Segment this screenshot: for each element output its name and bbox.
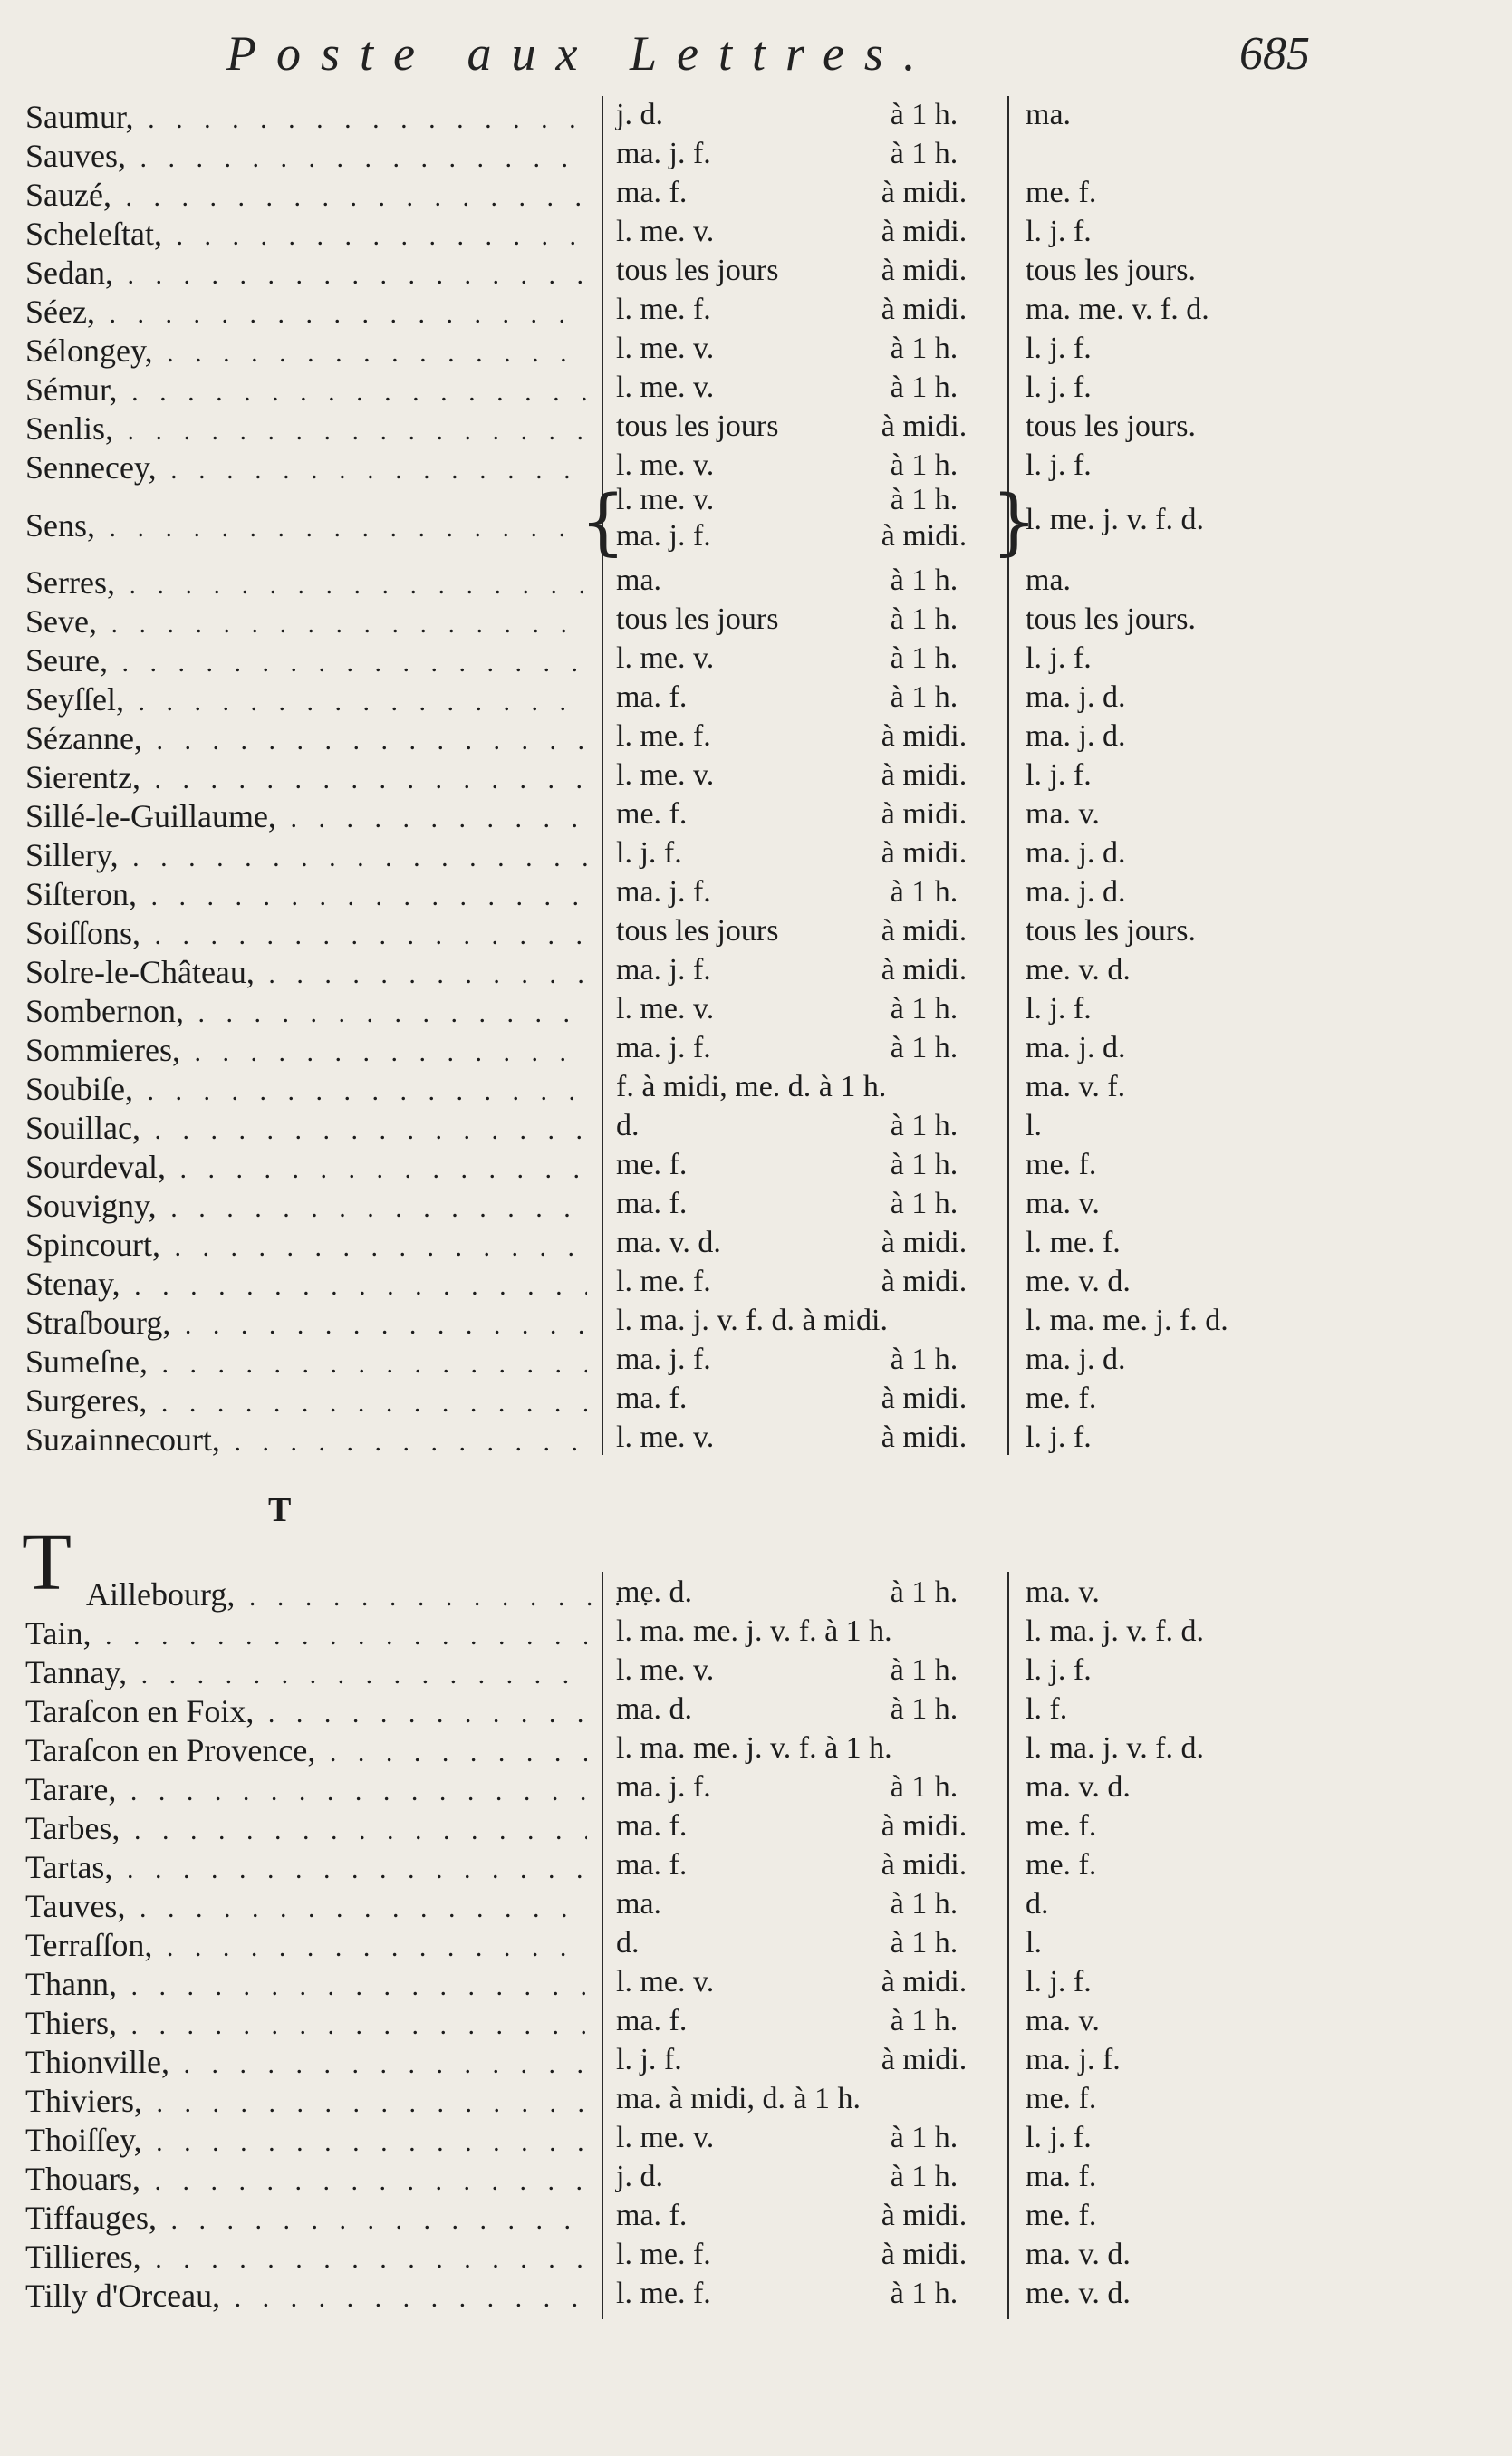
departure-days: ma. j. f.: [616, 519, 711, 553]
town-name: Taraſcon en Provence, . . .: [25, 1731, 587, 1769]
town-name: Thann, . . .: [25, 1965, 587, 2003]
left-brace: {: [580, 479, 626, 563]
departure-time: à midi.: [881, 1848, 968, 1882]
return-days: tous les jours.: [1026, 602, 1196, 636]
departure-days: l. me. f.: [616, 719, 711, 753]
departure-time: à midi.: [881, 409, 968, 443]
town-name: Solre-le-Château, . . .: [25, 953, 587, 991]
departure-days-and-time: ma. à midi, d. à 1 h.: [616, 2082, 862, 2115]
sens-line-1: [616, 483, 987, 517]
departure-time: à midi.: [881, 758, 968, 792]
town-name: Terraſſon, . . .: [25, 1926, 587, 1964]
return-days: ma. j. d.: [1026, 719, 1126, 753]
departure-time: à 1 h.: [890, 448, 958, 482]
return-days: l. j. f.: [1026, 1965, 1092, 1999]
return-days: ma.: [1026, 98, 1072, 131]
table-row: [0, 328, 1512, 367]
return-days: ma. v.: [1026, 1187, 1100, 1220]
return-days: ma. v. d.: [1026, 2238, 1131, 2271]
return-days: l. j. f.: [1026, 332, 1092, 365]
return-days: l. ma. j. v. f. d.: [1026, 1614, 1205, 1648]
table-row: [0, 367, 1512, 406]
departure-days: me. f.: [616, 1148, 688, 1181]
departure-days: ma. j. f.: [616, 1770, 711, 1804]
drop-capital: T: [22, 1517, 72, 1607]
departure-days: ma.: [616, 1887, 662, 1921]
table-row: [0, 833, 1512, 872]
town-name: Sauves, . . .: [25, 137, 587, 175]
town-name: Aillebourg, . . .: [86, 1575, 648, 1613]
return-days: l. f.: [1026, 1692, 1068, 1726]
town-name: Senlis, . . .: [25, 409, 587, 448]
table-row: [0, 211, 1512, 250]
town-name: Sélongey, . . .: [25, 332, 587, 370]
departure-days: ma. j. f.: [616, 875, 711, 909]
departure-time: à 1 h.: [890, 332, 958, 365]
return-days: l. j. f.: [1026, 2121, 1092, 2154]
table-row: [0, 599, 1512, 638]
town-name: Sommieres, . . .: [25, 1031, 587, 1069]
return-days: me. v. d.: [1026, 1265, 1131, 1298]
departure-days-and-time: l. ma. me. j. v. f. à 1 h.: [616, 1731, 892, 1765]
town-name: Sombernon, . . .: [25, 992, 587, 1030]
table-row: [0, 250, 1512, 289]
return-days: me. f.: [1026, 1848, 1097, 1882]
table-row: [0, 1339, 1512, 1378]
town-name: Tillieres, . . .: [25, 2238, 587, 2276]
departure-time: à midi.: [881, 2043, 968, 2076]
table-row: [0, 1844, 1512, 1883]
town-name: Thionville, . . .: [25, 2043, 587, 2081]
departure-time: à 1 h.: [890, 1109, 958, 1142]
departure-days-and-time: l. ma. me. j. v. f. à 1 h.: [616, 1614, 892, 1648]
departure-days: ma. j. f.: [616, 1343, 711, 1376]
return-days: ma. j. d.: [1026, 875, 1126, 909]
departure-days: d.: [616, 1926, 640, 1960]
return-days: ma. v. d.: [1026, 1770, 1131, 1804]
table-row: [0, 1144, 1512, 1183]
town-name: Tain, . . .: [25, 1614, 587, 1652]
departure-days: l. me. f.: [616, 2238, 711, 2271]
table-row: [0, 716, 1512, 755]
table-row-sens: [0, 479, 1512, 563]
table-row: [0, 2156, 1512, 2195]
departure-time: à midi.: [881, 836, 968, 870]
table-row: [0, 1183, 1512, 1222]
departure-time: à midi.: [881, 519, 968, 553]
return-days: me. f.: [1026, 2082, 1097, 2115]
return-days: l. j. f.: [1026, 1653, 1092, 1687]
departure-days: l. me. v.: [616, 2121, 715, 2154]
departure-time: à 1 h.: [890, 992, 958, 1026]
town-name: Sézanne, . . .: [25, 719, 587, 757]
page-header: [226, 25, 1314, 89]
departure-time: à midi.: [881, 1226, 968, 1259]
return-days: l. j. f.: [1026, 992, 1092, 1026]
table-row: [0, 1806, 1512, 1844]
departure-days: d.: [616, 1109, 640, 1142]
page-number: 685: [1239, 28, 1310, 80]
table-row: [0, 1300, 1512, 1339]
return-days: l. j. f.: [1026, 371, 1092, 404]
departure-time: à 1 h.: [890, 875, 958, 909]
town-name: Sennecey, . . .: [25, 448, 587, 486]
departure-time: à midi.: [881, 1421, 968, 1454]
return-days: ma. j. f.: [1026, 2043, 1121, 2076]
departure-days: l. me. v.: [616, 215, 715, 248]
table-row: [0, 794, 1512, 833]
table-row: [0, 1650, 1512, 1689]
table-row: [0, 2117, 1512, 2156]
return-days: l. me. f.: [1026, 1226, 1121, 1259]
departure-days: tous les jours: [616, 409, 779, 443]
running-title: Poste aux Lettres.: [226, 26, 936, 81]
table-row: [0, 1066, 1512, 1105]
departure-days: l. me. f.: [616, 2277, 711, 2310]
town-name: Soiſſons, . . .: [25, 914, 587, 952]
return-days: ma. j. d.: [1026, 1031, 1126, 1064]
departure-time: à 1 h.: [890, 2277, 958, 2310]
departure-days-and-time: f. à midi, me. d. à 1 h.: [616, 1070, 887, 1103]
departure-time: à 1 h.: [890, 680, 958, 714]
table-row: [0, 1728, 1512, 1767]
departure-time: à midi.: [881, 1382, 968, 1415]
table-row: [0, 560, 1512, 599]
departure-days: ma. f.: [616, 2199, 688, 2232]
departure-days: l. me. v.: [616, 992, 715, 1026]
departure-days: ma. d.: [616, 1692, 693, 1726]
return-days: me. f.: [1026, 176, 1097, 209]
return-days: tous les jours.: [1026, 914, 1196, 948]
table-row: [0, 2273, 1512, 2312]
town-name: Tilly d'Orceau, . . .: [25, 2277, 587, 2315]
departure-time: à 1 h.: [890, 1926, 958, 1960]
departure-days: l. j. f.: [616, 2043, 682, 2076]
departure-time: à midi.: [881, 1265, 968, 1298]
departure-time: à midi.: [881, 1809, 968, 1843]
town-name: Tarbes, . . .: [25, 1809, 587, 1847]
departure-time: à midi.: [881, 914, 968, 948]
departure-days: tous les jours: [616, 254, 779, 287]
departure-days: ma. f.: [616, 2004, 688, 2037]
departure-days: j. d.: [616, 98, 663, 131]
table-row: [0, 1767, 1512, 1806]
return-days: me. f.: [1026, 1809, 1097, 1843]
departure-days: ma. f.: [616, 176, 688, 209]
return-days: l. me. j. v. f. d.: [1026, 503, 1205, 536]
return-days: ma. j. d.: [1026, 680, 1126, 714]
departure-time: à midi.: [881, 1965, 968, 1999]
departure-days-and-time: l. ma. j. v. f. d. à midi.: [616, 1304, 888, 1337]
town-name: Tauves, . . .: [25, 1887, 587, 1925]
departure-days: me. d.: [616, 1575, 693, 1609]
departure-days: ma. j. f.: [616, 953, 711, 987]
table-row: [0, 2234, 1512, 2273]
table-row: [0, 872, 1512, 910]
town-name: Séez, . . .: [25, 293, 587, 331]
town-name: Sedan, . . .: [25, 254, 587, 292]
town-name: Sauzé, . . .: [25, 176, 587, 214]
return-days: ma. j. d.: [1026, 836, 1126, 870]
departure-time: à midi.: [881, 719, 968, 753]
departure-time: à midi.: [881, 2199, 968, 2232]
departure-days: ma. j. f.: [616, 137, 711, 170]
departure-days: l. me. v.: [616, 1421, 715, 1454]
table-row: [0, 2078, 1512, 2117]
departure-time: à midi.: [881, 293, 968, 326]
return-days: ma. v.: [1026, 2004, 1100, 2037]
departure-days: l. me. v.: [616, 1653, 715, 1687]
table-row: [0, 910, 1512, 949]
town-name: Seyſſel, . . .: [25, 680, 587, 718]
return-days: me. v. d.: [1026, 953, 1131, 987]
departure-time: à 1 h.: [890, 1187, 958, 1220]
town-name: Sierentz, . . .: [25, 758, 587, 796]
return-days: l. j. f.: [1026, 448, 1092, 482]
departure-time: à 1 h.: [890, 1692, 958, 1726]
departure-time: à 1 h.: [890, 137, 958, 170]
departure-days: ma. j. f.: [616, 1031, 711, 1064]
departure-time: à 1 h.: [890, 1653, 958, 1687]
return-days: me. v. d.: [1026, 2277, 1131, 2310]
table-row: [0, 1689, 1512, 1728]
departure-days: l. me. v.: [616, 641, 715, 675]
return-days: d.: [1026, 1887, 1049, 1921]
departure-time: à midi.: [881, 797, 968, 831]
town-name: Straſbourg, . . .: [25, 1304, 587, 1342]
town-name: Surgeres, . . .: [25, 1382, 587, 1420]
departure-days: l. j. f.: [616, 836, 682, 870]
town-name: Sumeſne, . . .: [25, 1343, 587, 1381]
departure-days: l. me. f.: [616, 1265, 711, 1298]
town-name: Siſteron, . . .: [25, 875, 587, 913]
departure-days: l. me. f.: [616, 293, 711, 326]
departure-days: l. me. v.: [616, 332, 715, 365]
town-name: Spincourt, . . .: [25, 1226, 587, 1264]
table-row: [0, 1572, 1512, 1611]
return-days: ma. v.: [1026, 797, 1100, 831]
return-days: tous les jours.: [1026, 409, 1196, 443]
return-days: l. ma. me. j. f. d.: [1026, 1304, 1228, 1337]
town-name: Sens, . . .: [25, 506, 587, 544]
departure-time: à 1 h.: [890, 1148, 958, 1181]
departure-days: ma.: [616, 563, 662, 597]
departure-time: à 1 h.: [890, 2004, 958, 2037]
departure-time: à 1 h.: [890, 1031, 958, 1064]
table-row: [0, 172, 1512, 211]
return-days: ma. j. d.: [1026, 1343, 1126, 1376]
departure-days: l. me. v.: [616, 371, 715, 404]
return-days: ma.: [1026, 563, 1072, 597]
return-days: ma. me. v. f. d.: [1026, 293, 1209, 326]
town-name: Souillac, . . .: [25, 1109, 587, 1147]
table-row: [0, 1922, 1512, 1961]
departure-days: tous les jours: [616, 602, 779, 636]
return-days: l. j. f.: [1026, 641, 1092, 675]
return-days: l.: [1026, 1109, 1042, 1142]
return-days: tous les jours.: [1026, 254, 1196, 287]
right-brace: }: [991, 479, 1037, 563]
departure-time: à 1 h.: [890, 2160, 958, 2193]
town-name: Thiers, . . .: [25, 2004, 587, 2042]
town-name: Sillery, . . .: [25, 836, 587, 874]
departure-days: ma. v. d.: [616, 1226, 721, 1259]
table-row: [0, 1105, 1512, 1144]
departure-time: à 1 h.: [890, 98, 958, 131]
departure-time: à 1 h.: [890, 483, 958, 516]
table-row: [0, 2039, 1512, 2078]
town-name: Thoiſſey, . . .: [25, 2121, 587, 2159]
return-days: l. j. f.: [1026, 758, 1092, 792]
town-name: Stenay, . . .: [25, 1265, 587, 1303]
table-row: [0, 289, 1512, 328]
departure-days: ma. f.: [616, 1187, 688, 1220]
departure-days: ma. f.: [616, 1382, 688, 1415]
table-row: [0, 677, 1512, 716]
town-name: Saumur, . . .: [25, 98, 587, 136]
return-days: l. ma. j. v. f. d.: [1026, 1731, 1205, 1765]
town-name: Suzainnecourt, . . .: [25, 1421, 587, 1459]
return-days: ma. v. f.: [1026, 1070, 1126, 1103]
return-days: ma. v.: [1026, 1575, 1100, 1609]
table-row: [0, 445, 1512, 484]
departure-days: l. me. v.: [616, 758, 715, 792]
return-days: l.: [1026, 1926, 1042, 1960]
town-name: Sillé-le-Guillaume, . . .: [25, 797, 587, 835]
town-name: Tannay, . . .: [25, 1653, 587, 1691]
departure-time: à 1 h.: [890, 2121, 958, 2154]
departure-time: à 1 h.: [890, 602, 958, 636]
departure-days: l. me. v.: [616, 448, 715, 482]
departure-days: ma. f.: [616, 1809, 688, 1843]
town-name: Seure, . . .: [25, 641, 587, 679]
table-row: [0, 1261, 1512, 1300]
town-name: Scheleſtat, . . .: [25, 215, 587, 253]
departure-time: à 1 h.: [890, 1887, 958, 1921]
town-name: Taraſcon en Foix, . . .: [25, 1692, 587, 1730]
table-row: [0, 2000, 1512, 2039]
return-days: me. f.: [1026, 1148, 1097, 1181]
return-days: me. f.: [1026, 2199, 1097, 2232]
departure-days: tous les jours: [616, 914, 779, 948]
town-name: Thiviers, . . .: [25, 2082, 587, 2120]
departure-time: à 1 h.: [890, 1770, 958, 1804]
sens-line-2: [616, 519, 987, 554]
table-row: [0, 988, 1512, 1027]
departure-time: à 1 h.: [890, 1575, 958, 1609]
departure-time: à midi.: [881, 953, 968, 987]
departure-days: ma. f.: [616, 1848, 688, 1882]
town-name: Thouars, . . .: [25, 2160, 587, 2198]
departure-days: ma. f.: [616, 680, 688, 714]
town-name: Sémur, . . .: [25, 371, 587, 409]
town-name: Soubiſe, . . .: [25, 1070, 587, 1108]
return-days: me. f.: [1026, 1382, 1097, 1415]
town-name: Tiffauges, . . .: [25, 2199, 587, 2237]
departure-time: à 1 h.: [890, 641, 958, 675]
return-days: l. j. f.: [1026, 1421, 1092, 1454]
table-row: [0, 1417, 1512, 1456]
table-row: [0, 94, 1512, 133]
departure-time: à 1 h.: [890, 371, 958, 404]
town-name: Sourdeval, . . .: [25, 1148, 587, 1186]
town-name: Tartas, . . .: [25, 1848, 587, 1886]
town-name: Souvigny, . . .: [25, 1187, 587, 1225]
departure-days: l. me. v.: [616, 483, 715, 516]
section-heading-t: T: [268, 1491, 292, 1529]
table-row: [0, 949, 1512, 988]
table-row: [0, 1222, 1512, 1261]
table-row: [0, 1027, 1512, 1066]
return-days: ma. f.: [1026, 2160, 1097, 2193]
town-name: Seve, . . .: [25, 602, 587, 640]
departure-time: à 1 h.: [890, 1343, 958, 1376]
departure-time: à midi.: [881, 254, 968, 287]
departure-days: me. f.: [616, 797, 688, 831]
table-row: [0, 406, 1512, 445]
table-row: [0, 638, 1512, 677]
departure-time: à midi.: [881, 2238, 968, 2271]
departure-time: à midi.: [881, 176, 968, 209]
town-name: Serres, . . .: [25, 563, 587, 602]
departure-days: l. me. v.: [616, 1965, 715, 1999]
table-row: [0, 133, 1512, 172]
table-row: [0, 1378, 1512, 1417]
departure-days: j. d.: [616, 2160, 663, 2193]
table-row: [0, 1961, 1512, 2000]
table-row: [0, 1611, 1512, 1650]
table-row: [0, 755, 1512, 794]
departure-time: à midi.: [881, 215, 968, 248]
table-row: [0, 1883, 1512, 1922]
town-name: Tarare, . . .: [25, 1770, 587, 1808]
return-days: l. j. f.: [1026, 215, 1092, 248]
table-row: [0, 2195, 1512, 2234]
departure-time: à 1 h.: [890, 563, 958, 597]
